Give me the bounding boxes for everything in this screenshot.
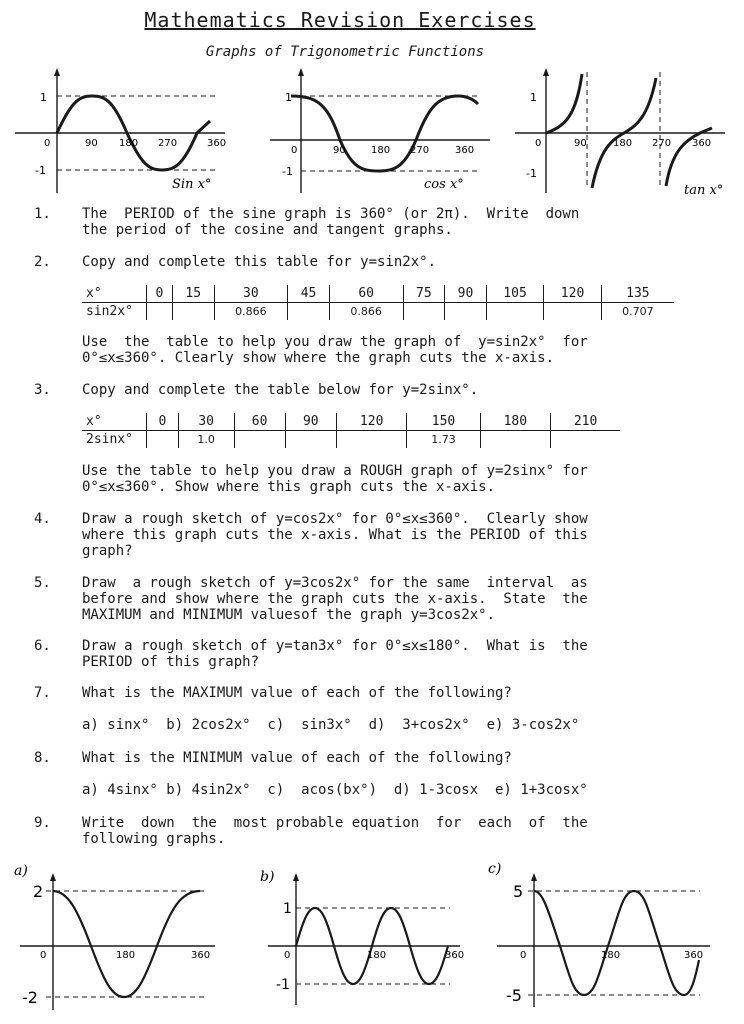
table-cell: 15 xyxy=(172,285,214,303)
tick-label: 2 xyxy=(33,882,44,901)
question-text: Copy and complete this table for y=sin2x°. xyxy=(82,254,437,270)
table-header-x: x° xyxy=(82,413,147,431)
table-row xyxy=(82,285,674,303)
tick-label: 360 xyxy=(191,950,211,961)
table-cell: 75 xyxy=(403,285,445,303)
question-9-graphs xyxy=(0,855,744,1020)
graph-label: tan x° xyxy=(684,183,724,198)
tick-label: 0 xyxy=(40,950,47,961)
tick-label: 180 xyxy=(613,138,633,149)
table-cell: 60 xyxy=(329,285,403,303)
tick-label: 360 xyxy=(207,138,227,149)
table-cell xyxy=(336,431,407,449)
question-text: a) 4sinx° b) 4sin2x° c) acos(bx°) d) 1-3cosx e) 1+3cosx° xyxy=(82,782,588,798)
question-text: a) sinx° b) 2cos2x° c) sin3x° d) 3+cos2x° e) 3-cos2x° xyxy=(82,717,580,733)
table-header-y: sin2x° xyxy=(86,304,133,319)
page-subtitle: Graphs of Trigonometric Functions xyxy=(205,44,485,60)
2sinx-table xyxy=(82,413,620,448)
reference-graphs xyxy=(0,60,744,200)
tick-label: 180 xyxy=(116,950,136,961)
cosine-graph xyxy=(270,68,490,193)
question-number: 4. xyxy=(34,511,51,527)
tick-label: 0 xyxy=(520,950,527,961)
question-text: What is the MINIMUM value of each of the following? xyxy=(82,750,512,766)
question-number: 6. xyxy=(34,638,51,654)
table-cell xyxy=(486,303,543,321)
question-number: 9. xyxy=(34,815,51,831)
table-header-x: x° xyxy=(82,285,147,303)
table-cell: 30 xyxy=(214,285,288,303)
tick-label: 1 xyxy=(40,91,47,104)
graph-label: Sin x° xyxy=(172,177,212,192)
table-cell xyxy=(285,431,336,449)
question-number: 5. xyxy=(34,575,51,591)
table-cell: 105 xyxy=(486,285,543,303)
tick-label: 0 xyxy=(284,950,291,961)
table-cell xyxy=(551,431,620,449)
tick-label: -1 xyxy=(276,977,290,993)
tick-label: 90 xyxy=(85,138,98,149)
table-cell: 210 xyxy=(551,413,620,431)
table-cell xyxy=(172,303,214,321)
tick-label: 270 xyxy=(410,145,430,156)
sine-graph xyxy=(15,68,226,193)
question-number: 7. xyxy=(34,685,51,701)
tick-label: 270 xyxy=(158,138,178,149)
question-text: Use the table to help you draw the graph of y=sin2x° for 0°≤x≤360°. Clearly show where the graph cuts the x-axis. xyxy=(82,334,588,366)
table-cell: 0 xyxy=(147,285,173,303)
tick-label: 180 xyxy=(367,950,387,961)
tick-label: -1 xyxy=(526,167,537,180)
table-cell: 1.0 xyxy=(178,431,234,449)
tick-label: 180 xyxy=(119,138,139,149)
table-cell: 0.866 xyxy=(214,303,288,321)
tick-label: 360 xyxy=(445,950,465,961)
table-cell: 0.707 xyxy=(601,303,674,321)
table-cell: 150 xyxy=(407,413,480,431)
tick-label: -1 xyxy=(282,165,293,178)
question-text: What is the MAXIMUM value of each of the following? xyxy=(82,685,512,701)
table-cell xyxy=(147,303,173,321)
graph-a xyxy=(14,863,215,1010)
question-text: Draw a rough sketch of y=tan3x° for 0°≤x≤180°. What is the PERIOD of this graph? xyxy=(82,638,588,670)
tick-label: 0 xyxy=(535,138,542,149)
table-row xyxy=(82,431,620,449)
tick-label: 90 xyxy=(574,138,587,149)
page-title: Mathematics Revision Exercises xyxy=(144,8,536,32)
question-text: The PERIOD of the sine graph is 360° (or 2π). Write down the period of the cosine and tangent graphs. xyxy=(82,206,580,238)
table-cell: 45 xyxy=(288,285,330,303)
table-cell xyxy=(544,303,601,321)
table-cell: 30 xyxy=(178,413,234,431)
tick-label: 360 xyxy=(692,138,712,149)
tick-label: 1 xyxy=(285,91,292,104)
table-header-y: 2sinx° xyxy=(86,432,133,447)
table-cell: 0 xyxy=(147,413,179,431)
question-text: Use the table to help you draw a ROUGH graph of y=2sinx° for 0°≤x≤360°. Show where this graph cuts the x-axis. xyxy=(82,463,588,495)
question-number: 1. xyxy=(34,206,51,222)
table-cell: 180 xyxy=(480,413,551,431)
table-cell: 1.73 xyxy=(407,431,480,449)
tick-label: 270 xyxy=(652,138,672,149)
sin2x-table xyxy=(82,285,674,320)
table-cell: 135 xyxy=(601,285,674,303)
tick-label: 360 xyxy=(684,950,704,961)
tangent-graph xyxy=(515,68,725,198)
table-cell: 120 xyxy=(336,413,407,431)
tick-label: -1 xyxy=(35,164,46,177)
tick-label: -2 xyxy=(22,988,38,1007)
question-text: Draw a rough sketch of y=3cos2x° for the same interval as before and show where the graph cuts the x-axis. State the MAXIMUM and MINIMUM valuesof the graph y=3cos2x°. xyxy=(82,575,588,623)
table-cell: 90 xyxy=(285,413,336,431)
table-cell: 60 xyxy=(234,413,285,431)
graph-b xyxy=(260,869,464,1005)
question-text: Write down the most probable equation for each of the following graphs. xyxy=(82,815,588,847)
graph-label: cos x° xyxy=(424,177,464,192)
table-cell xyxy=(445,303,487,321)
table-cell xyxy=(234,431,285,449)
tick-label: 90 xyxy=(333,145,346,156)
question-text: Draw a rough sketch of y=cos2x° for 0°≤x≤360°. Clearly show where this graph cuts the x-axis. What is the PERIOD of this graph? xyxy=(82,511,588,559)
table-cell xyxy=(147,431,179,449)
graph-label: c) xyxy=(488,861,502,877)
question-number: 2. xyxy=(34,254,51,270)
table-cell xyxy=(403,303,445,321)
tick-label: 0 xyxy=(291,145,298,156)
table-cell: 90 xyxy=(445,285,487,303)
graph-label: b) xyxy=(260,869,275,885)
tick-label: 1 xyxy=(283,901,292,917)
tick-label: 180 xyxy=(371,145,391,156)
tick-label: 0 xyxy=(44,138,51,149)
tick-label: -5 xyxy=(506,986,522,1005)
question-text: Copy and complete the table below for y=2sinx°. xyxy=(82,382,479,398)
question-number: 8. xyxy=(34,750,51,766)
table-cell: 120 xyxy=(544,285,601,303)
table-cell xyxy=(288,303,330,321)
tick-label: 5 xyxy=(513,882,524,901)
tick-label: 1 xyxy=(530,91,537,104)
question-number: 3. xyxy=(34,382,51,398)
tick-label: 360 xyxy=(455,145,475,156)
graph-c xyxy=(488,861,710,1007)
table-cell: 0.866 xyxy=(329,303,403,321)
table-row xyxy=(82,303,674,321)
graph-label: a) xyxy=(14,863,28,879)
table-cell xyxy=(480,431,551,449)
table-row xyxy=(82,413,620,431)
tick-label: 180 xyxy=(601,950,621,961)
